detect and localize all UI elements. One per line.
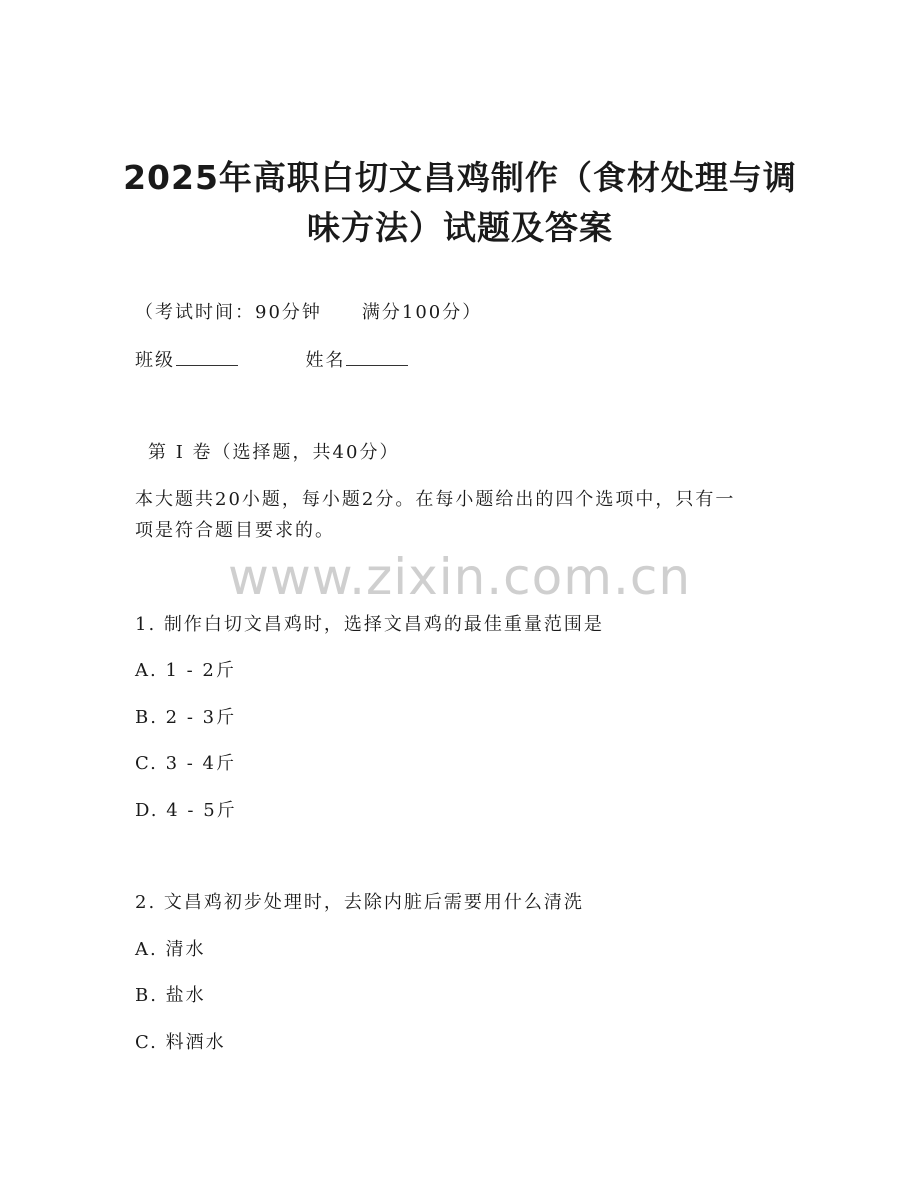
answer-option: D. 4 - 5斤 bbox=[135, 800, 237, 821]
answer-option: C. 3 - 4斤 bbox=[135, 753, 237, 774]
instructions-line-1: 本大题共20小题，每小题2分。在每小题给出的四个选项中，只有一 bbox=[135, 489, 736, 510]
watermark: www.zixin.com.cn bbox=[228, 548, 692, 606]
instructions-line-2: 项是符合题目要求的。 bbox=[135, 520, 335, 541]
question-stem: 2. 文昌鸡初步处理时，去除内脏后需要用什么清洗 bbox=[135, 892, 584, 913]
page-title-line-2: 味方法）试题及答案 bbox=[307, 208, 613, 247]
answer-option: C. 料酒水 bbox=[135, 1032, 226, 1053]
class-label: 班级 bbox=[135, 350, 175, 371]
question-stem: 1. 制作白切文昌鸡时，选择文昌鸡的最佳重量范围是 bbox=[135, 614, 604, 635]
exam-info: （考试时间：90分钟 满分100分） bbox=[135, 302, 483, 323]
answer-option: A. 清水 bbox=[135, 939, 206, 960]
section-heading: 第 I 卷（选择题，共40分） bbox=[148, 442, 400, 463]
page-title-line-1: 2025年高职白切文昌鸡制作（食材处理与调 bbox=[123, 158, 797, 197]
student-fields bbox=[135, 348, 408, 374]
name-label: 姓名 bbox=[305, 350, 346, 371]
answer-option: A. 1 - 2斤 bbox=[135, 660, 236, 681]
answer-option: B. 盐水 bbox=[135, 985, 206, 1006]
name-blank-field[interactable] bbox=[346, 348, 408, 366]
answer-option: B. 2 - 3斤 bbox=[135, 707, 237, 728]
class-blank-field[interactable] bbox=[176, 348, 238, 366]
